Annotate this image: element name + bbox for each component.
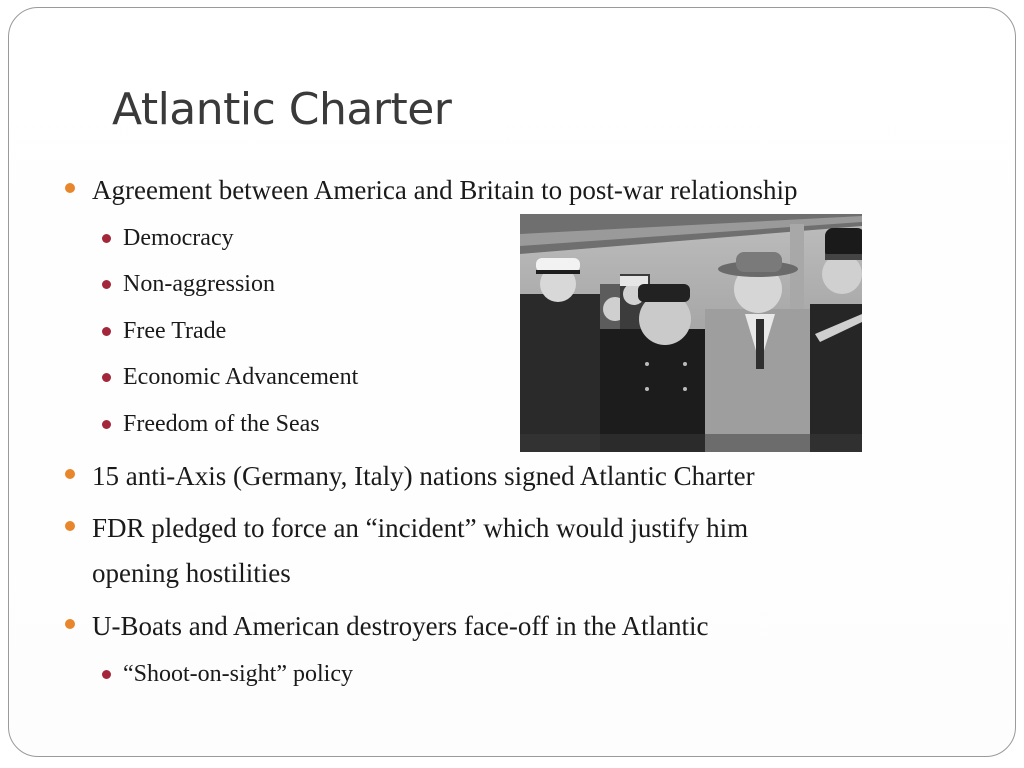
slide-title: Atlantic Charter <box>112 84 452 135</box>
sub-bullet-item: Freedom of the Seas <box>123 411 320 437</box>
sub-bullet-item: Democracy <box>123 225 234 251</box>
sub-bullet-marker <box>102 670 111 679</box>
historical-photo <box>520 214 862 452</box>
bullet-marker <box>65 521 75 531</box>
bullet-marker <box>65 183 75 193</box>
sub-bullet-marker <box>102 373 111 382</box>
sub-bullet-item: Non-aggression <box>123 271 275 297</box>
bullet-marker <box>65 619 75 629</box>
sub-bullet-marker <box>102 327 111 336</box>
bullet-marker <box>65 469 75 479</box>
sub-bullet-item: “Shoot-on-sight” policy <box>123 661 353 687</box>
bullet-item: Agreement between America and Britain to post-war relationship <box>92 175 798 205</box>
bullet-item: FDR pledged to force an “incident” which would justify him <box>92 513 749 543</box>
sub-bullet-marker <box>102 280 111 289</box>
sub-bullet-item: Free Trade <box>123 318 227 344</box>
sub-bullet-item: Economic Advancement <box>123 364 359 390</box>
bullet-item: 15 anti-Axis (Germany, Italy) nations signed Atlantic Charter <box>92 461 755 491</box>
sub-bullet-marker <box>102 420 111 429</box>
bullet-item-continuation: opening hostilities <box>92 558 291 588</box>
bullet-item: U-Boats and American destroyers face-off in the Atlantic <box>92 611 709 641</box>
sub-bullet-marker <box>102 234 111 243</box>
